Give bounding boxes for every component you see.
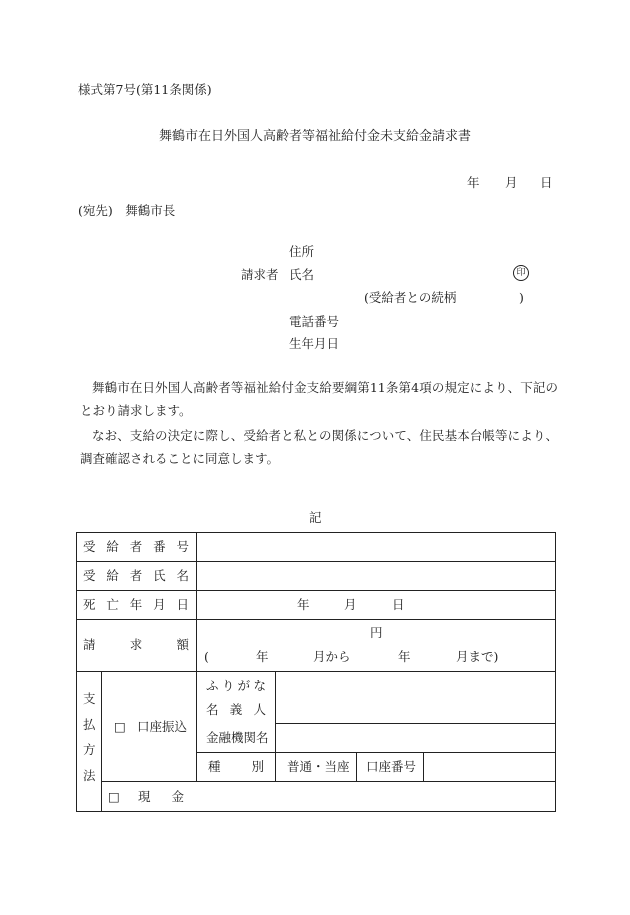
claimant-label: 請求者 <box>241 267 279 282</box>
death-year-label: 年 <box>297 597 310 612</box>
cash-label: 現 金 <box>138 789 184 804</box>
bank-transfer-label: 口座振込 <box>137 719 188 734</box>
body-paragraph-2: なお、支給の決定に際し、受給者と私との関係について、住民基本台帳等により、調査確認されることに同意します。 <box>80 428 558 466</box>
death-day-label: 日 <box>392 597 405 612</box>
payment-method-label: 支 払 方 法 <box>83 691 96 783</box>
period-to-year: 年 <box>398 649 411 664</box>
account-holder-label: 名 義 人 <box>206 702 266 717</box>
cash-checkbox[interactable]: □ <box>108 789 120 804</box>
recipient-name-label: 受 給 者 氏 名 <box>83 568 189 583</box>
period-open: ( <box>204 649 209 664</box>
form-number: 様式第7号(第11条関係) <box>78 82 212 97</box>
account-type-label: 種 別 <box>208 759 264 774</box>
relationship-label: (受給者との続柄 <box>364 290 457 305</box>
account-number-field[interactable] <box>424 753 555 781</box>
birthdate-label: 生年月日 <box>289 336 340 351</box>
bank-name-field[interactable] <box>276 724 555 752</box>
bank-transfer-checkbox[interactable]: □ <box>114 719 126 734</box>
addressee: (宛先) 舞鶴市長 <box>78 203 176 218</box>
yen-label: 円 <box>370 625 383 640</box>
claim-amount-label: 請 求 額 <box>83 637 189 652</box>
body-paragraph-1: 舞鶴市在日外国人高齢者等福祉給付金支給要綱第11条第4項の規定により、下記のとおり請求します。 <box>80 380 558 418</box>
recipient-number-field[interactable] <box>197 533 555 561</box>
death-date-label: 死 亡 年 月 日 <box>83 597 189 612</box>
document-title: 舞鶴市在日外国人高齢者等福祉給付金未支給金請求書 <box>158 129 471 144</box>
ki-label: 記 <box>309 510 322 525</box>
account-number-label: 口座番号 <box>366 759 417 774</box>
furigana-label: ふ り が な <box>206 678 266 693</box>
relationship-close: ) <box>519 290 524 305</box>
account-holder-field[interactable] <box>276 672 555 722</box>
name-label: 氏名 <box>289 267 315 282</box>
date-day-label: 日 <box>540 175 553 190</box>
seal-mark: 印 <box>513 265 529 281</box>
death-month-label: 月 <box>344 597 357 612</box>
date-month-label: 月 <box>505 175 518 190</box>
date-year-label: 年 <box>467 175 480 190</box>
address-label: 住所 <box>289 244 315 259</box>
bank-name-label: 金融機関名 <box>206 730 269 745</box>
recipient-number-label: 受 給 者 番 号 <box>83 539 189 554</box>
period-from-year: 年 <box>256 649 269 664</box>
period-to-month: 月まで) <box>456 649 499 664</box>
recipient-name-field[interactable] <box>197 562 555 590</box>
phone-label: 電話番号 <box>289 314 340 329</box>
account-type-value[interactable]: 普通・当座 <box>287 759 350 774</box>
period-from-month: 月から <box>313 649 351 664</box>
